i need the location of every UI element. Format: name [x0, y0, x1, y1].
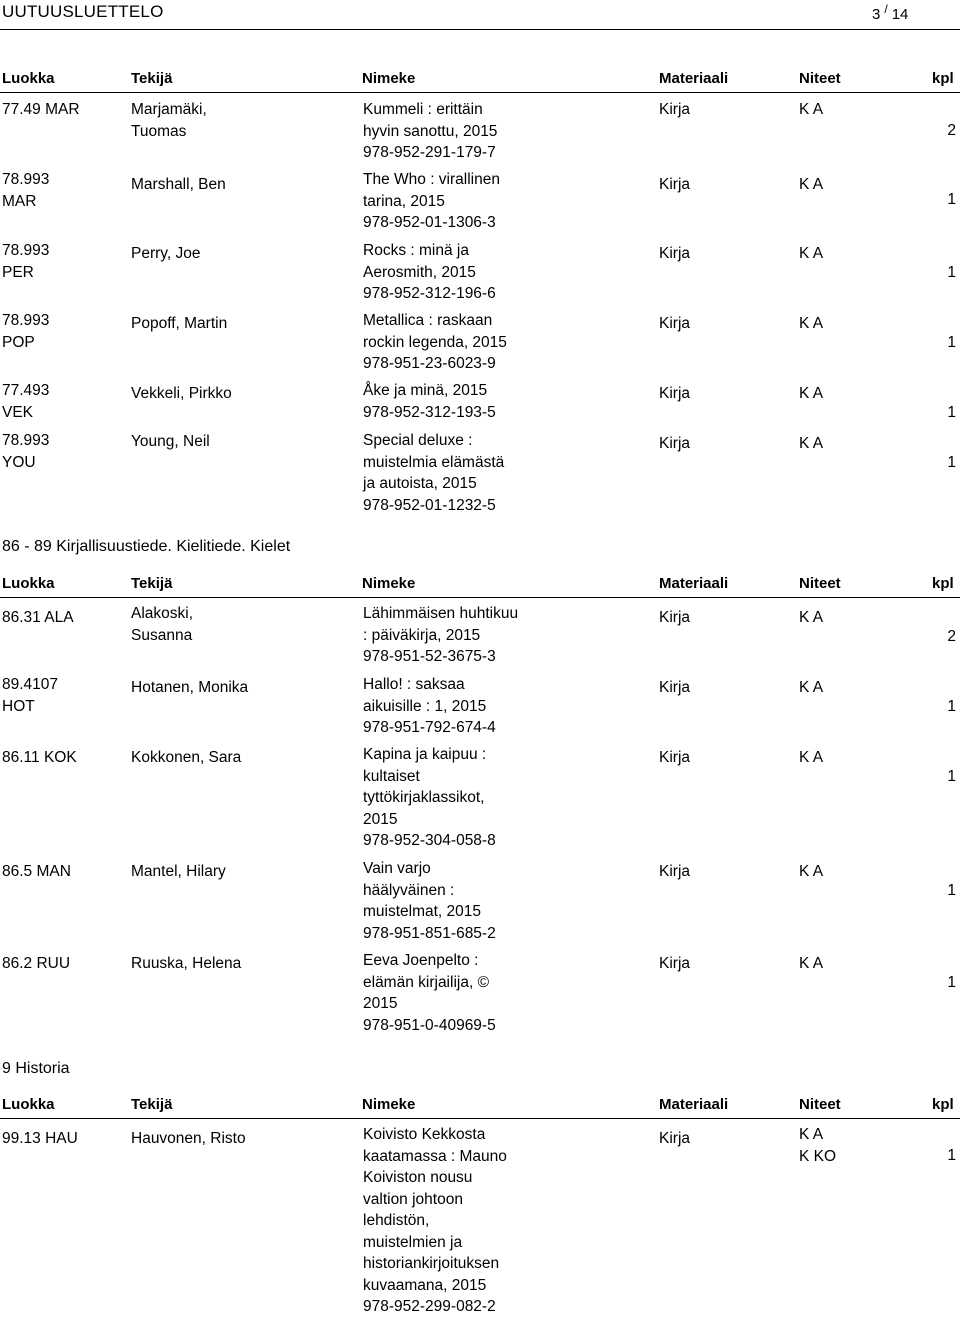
- cell-nimeke: Rocks : minä ja Aerosmith, 2015 978-952-312-196-6: [363, 242, 496, 302]
- col-niteet: Niteet: [799, 70, 841, 87]
- page-total: 14: [891, 6, 909, 23]
- col-tekija: Tekijä: [131, 1096, 173, 1113]
- section-title: 9 Historia: [2, 1060, 70, 1077]
- cell-nimeke: Eeva Joenpelto : elämän kirjailija, © 2015 978-951-0-40969-5: [363, 952, 496, 1034]
- column-header-row: [0, 575, 960, 597]
- cell-luokka: 77.49 MAR: [2, 101, 80, 118]
- cell-kpl: 1: [947, 768, 956, 785]
- cell-tekija: Perry, Joe: [131, 245, 201, 262]
- cell-nimeke: Hallo! : saksaa aikuisille : 1, 2015 978-951-792-674-4: [363, 676, 496, 736]
- cell-tekija: Mantel, Hilary: [131, 863, 226, 880]
- cell-nimeke: The Who : virallinen tarina, 2015 978-952-01-1306-3: [363, 171, 500, 231]
- cell-kpl: 1: [947, 454, 956, 471]
- cell-materiaali: Kirja: [659, 955, 691, 972]
- column-header-row: [0, 1096, 960, 1118]
- document-title: UUTUUSLUETTELO: [2, 2, 164, 21]
- col-tekija: Tekijä: [131, 575, 173, 592]
- cell-luokka: 77.493 VEK: [2, 382, 50, 421]
- cell-luokka: 86.2 RUU: [2, 955, 71, 972]
- col-nimeke: Nimeke: [362, 575, 416, 592]
- cell-materiaali: Kirja: [659, 749, 691, 766]
- cell-kpl: 1: [947, 698, 956, 715]
- cell-tekija: Alakoski, Susanna: [131, 605, 194, 644]
- cell-niteet: K A: [799, 245, 824, 262]
- column-header-rule: [0, 1118, 960, 1119]
- col-kpl: kpl: [932, 575, 954, 592]
- cell-nimeke: Kummeli : erittäin hyvin sanottu, 2015 978-952-291-179-7: [363, 101, 498, 161]
- cell-kpl: 1: [947, 882, 956, 899]
- cell-materiaali: Kirja: [659, 679, 691, 696]
- cell-nimeke: Åke ja minä, 2015 978-952-312-193-5: [363, 382, 496, 421]
- cell-tekija: Young, Neil: [131, 433, 210, 450]
- cell-kpl: 1: [947, 334, 956, 351]
- cell-materiaali: Kirja: [659, 435, 691, 452]
- cell-kpl: 1: [947, 974, 956, 991]
- cell-luokka: 78.993 POP: [2, 312, 50, 351]
- cell-niteet: K A: [799, 435, 824, 452]
- cell-luokka: 78.993 YOU: [2, 432, 50, 471]
- col-luokka: Luokka: [2, 1096, 55, 1113]
- cell-materiaali: Kirja: [659, 385, 691, 402]
- cell-luokka: 99.13 HAU: [2, 1130, 78, 1147]
- cell-luokka: 89.4107 HOT: [2, 676, 59, 715]
- col-nimeke: Nimeke: [362, 1096, 416, 1113]
- cell-kpl: 2: [947, 122, 956, 139]
- col-tekija: Tekijä: [131, 70, 173, 87]
- col-luokka: Luokka: [2, 70, 55, 87]
- column-header-row: [0, 70, 960, 92]
- col-kpl: kpl: [932, 1096, 954, 1113]
- cell-tekija: Vekkeli, Pirkko: [131, 385, 232, 402]
- cell-tekija: Marjamäki, Tuomas: [131, 101, 207, 140]
- cell-nimeke: Special deluxe : muistelmia elämästä ja autoista, 2015 978-952-01-1232-5: [363, 432, 505, 514]
- cell-tekija: Hauvonen, Risto: [131, 1130, 246, 1147]
- cell-kpl: 1: [947, 191, 956, 208]
- cell-niteet: K A: [799, 176, 824, 193]
- cell-kpl: 1: [947, 264, 956, 281]
- col-materiaali: Materiaali: [659, 1096, 729, 1113]
- cell-materiaali: Kirja: [659, 245, 691, 262]
- cell-niteet: K A K KO: [799, 1126, 837, 1165]
- cell-tekija: Ruuska, Helena: [131, 955, 242, 972]
- cell-kpl: 1: [947, 1147, 956, 1164]
- page-separator: /: [884, 2, 888, 16]
- cell-nimeke: Koivisto Kekkosta kaatamassa : Mauno Koiviston nousu valtion johtoon lehdistön, muistelmien ja historiankirjoituksen kuvaamana, 2015 978-952-299-082-2: [363, 1126, 507, 1315]
- cell-tekija: Popoff, Martin: [131, 315, 228, 332]
- cell-kpl: 1: [947, 404, 956, 421]
- column-header-rule: [0, 92, 960, 93]
- page-header: [0, 0, 960, 26]
- cell-niteet: K A: [799, 955, 824, 972]
- cell-luokka: 86.31 ALA: [2, 609, 74, 626]
- cell-nimeke: Lähimmäisen huhtikuu : päiväkirja, 2015 978-951-52-3675-3: [363, 605, 519, 665]
- cell-tekija: Kokkonen, Sara: [131, 749, 242, 766]
- cell-niteet: K A: [799, 679, 824, 696]
- cell-luokka: 78.993 PER: [2, 242, 50, 281]
- col-materiaali: Materiaali: [659, 70, 729, 87]
- col-niteet: Niteet: [799, 1096, 841, 1113]
- column-header-rule: [0, 597, 960, 598]
- cell-luokka: 86.5 MAN: [2, 863, 71, 880]
- col-luokka: Luokka: [2, 575, 55, 592]
- cell-niteet: K A: [799, 609, 824, 626]
- col-materiaali: Materiaali: [659, 575, 729, 592]
- page-number: [872, 2, 908, 23]
- cell-niteet: K A: [799, 749, 824, 766]
- section-title: 86 - 89 Kirjallisuustiede. Kielitiede. Kielet: [2, 538, 291, 555]
- col-kpl: kpl: [932, 70, 954, 87]
- cell-luokka: 86.11 KOK: [2, 749, 77, 766]
- col-niteet: Niteet: [799, 575, 841, 592]
- cell-nimeke: Vain varjo häälyväinen : muistelmat, 2015 978-951-851-685-2: [363, 860, 496, 942]
- cell-materiaali: Kirja: [659, 101, 691, 118]
- cell-tekija: Marshall, Ben: [131, 176, 226, 193]
- cell-kpl: 2: [947, 628, 956, 645]
- cell-niteet: K A: [799, 863, 824, 880]
- col-nimeke: Nimeke: [362, 70, 416, 87]
- cell-nimeke: Metallica : raskaan rockin legenda, 2015 978-951-23-6023-9: [363, 312, 507, 372]
- cell-niteet: K A: [799, 385, 824, 402]
- cell-tekija: Hotanen, Monika: [131, 679, 249, 696]
- page-current: 3: [872, 6, 881, 23]
- cell-materiaali: Kirja: [659, 609, 691, 626]
- cell-materiaali: Kirja: [659, 315, 691, 332]
- header-rule: [0, 29, 960, 30]
- cell-materiaali: Kirja: [659, 863, 691, 880]
- cell-materiaali: Kirja: [659, 176, 691, 193]
- cell-materiaali: Kirja: [659, 1130, 691, 1147]
- cell-luokka: 78.993 MAR: [2, 171, 50, 210]
- cell-niteet: K A: [799, 101, 824, 118]
- cell-niteet: K A: [799, 315, 824, 332]
- cell-nimeke: Kapina ja kaipuu : kultaiset tyttökirjaklassikot, 2015 978-952-304-058-8: [363, 746, 496, 849]
